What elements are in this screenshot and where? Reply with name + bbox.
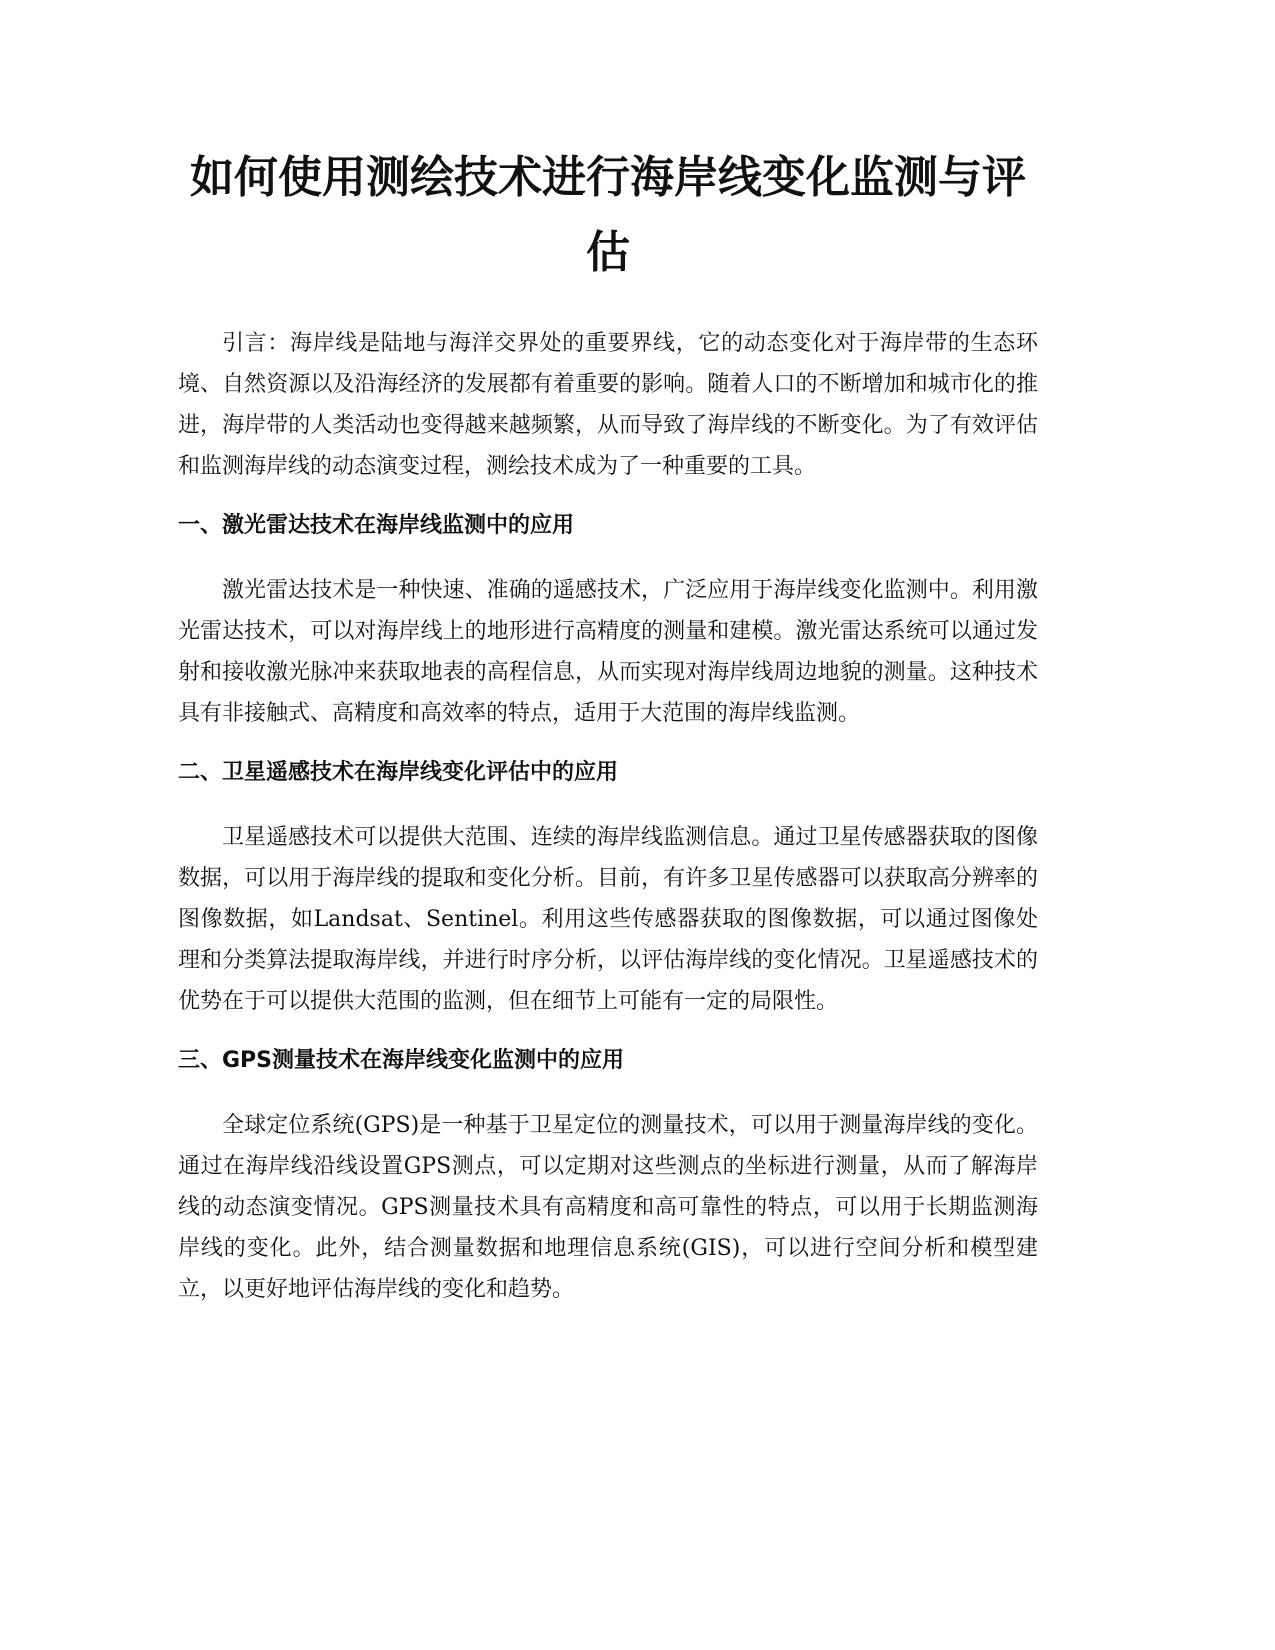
document-title: 如何使用测绘技术进行海岸线变化监测与评估 — [190, 152, 1026, 278]
section-heading-satellite: 二、卫星遥感技术在海岸线变化评估中的应用 — [178, 760, 619, 785]
section-heading-lidar: 一、激光雷达技术在海岸线监测中的应用 — [178, 513, 575, 538]
section-body-satellite: 卫星遥感技术可以提供大范围、连续的海岸线监测信息。通过卫星传感器获取的图像数据，可以用于海岸线的提取和变化分析。目前，有许多卫星传感器可以获取高分辨率的图像数据，如Landsat、Sentinel。利用这些传感器获取的图像数据，可以通过图像处理和分类算法提取海岸线，并进行时序分析，以评估海岸线的变化情况。卫星遥感技术的优势在于可以提供大范围的监测，但在细节上可能有一定的局限性。 — [178, 825, 1038, 1014]
intro-paragraph: 引言：海岸线是陆地与海洋交界处的重要界线，它的动态变化对于海岸带的生态环境、自然资源以及沿海经济的发展都有着重要的影响。随着人口的不断增加和城市化的推进，海岸带的人类活动也变得越来越频繁，从而导致了海岸线的不断变化。为了有效评估和监测海岸线的动态演变过程，测绘技术成为了一种重要的工具。 — [178, 331, 1038, 479]
section-body-lidar: 激光雷达技术是一种快速、准确的遥感技术，广泛应用于海岸线变化监测中。利用激光雷达技术，可以对海岸线上的地形进行高精度的测量和建模。激光雷达系统可以通过发射和接收激光脉冲来获取地表的高程信息，从而实现对海岸线周边地貌的测量。这种技术具有非接触式、高精度和高效率的特点，适用于大范围的海岸线监测。 — [178, 578, 1038, 726]
section-body-gps: 全球定位系统(GPS)是一种基于卫星定位的测量技术，可以用于测量海岸线的变化。通过在海岸线沿线设置GPS测点，可以定期对这些测点的坐标进行测量，从而了解海岸线的动态演变情况。GPS测量技术具有高精度和高可靠性的特点，可以用于长期监测海岸线的变化。此外，结合测量数据和地理信息系统(GIS)，可以进行空间分析和模型建立，以更好地评估海岸线的变化和趋势。 — [178, 1113, 1038, 1302]
section-heading-gps: 三、GPS测量技术在海岸线变化监测中的应用 — [178, 1048, 625, 1073]
document-page — [178, 140, 1038, 1310]
